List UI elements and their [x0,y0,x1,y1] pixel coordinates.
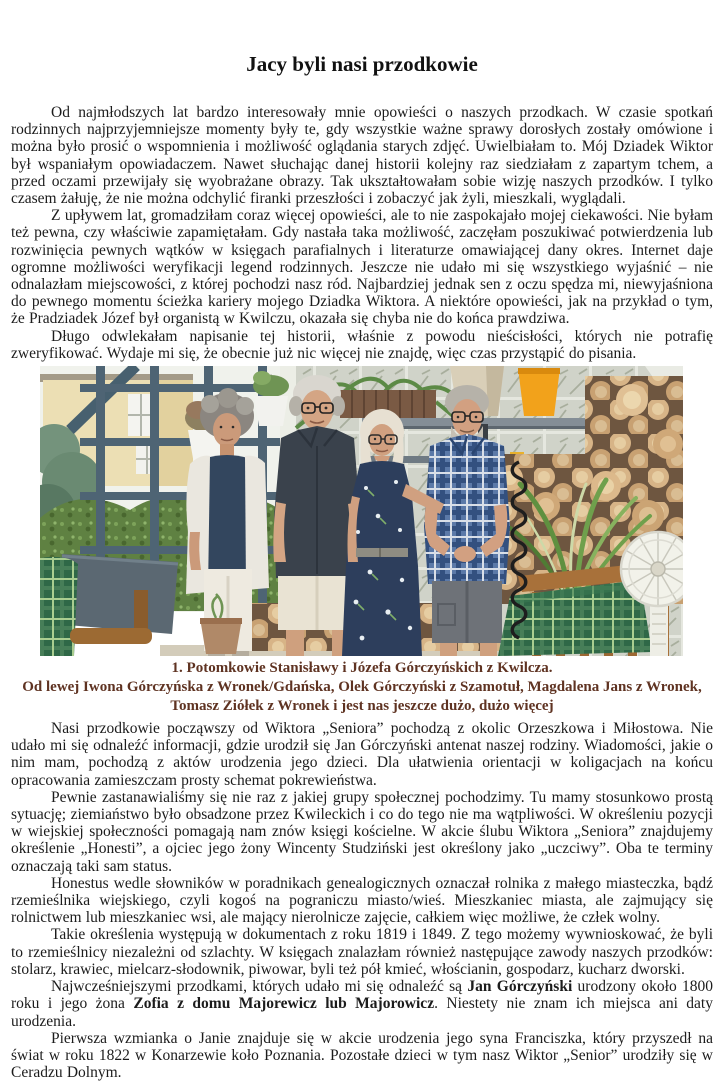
paragraph-6-text: Honestus wedle słowników w poradnikach genealogicznych oznaczał rolnika z małego miasteczka, bądź rzemieślnika wiejskiego, czyli kogoś na pograniczu miasto/wieś. Mieszkaniec miasta, ale zajmujący się rolnictwem lub mieszkaniec wsi, ale mający nierolnicze zajęcie, całkiem więc możliwe, że człek wolny. [11,874,713,927]
paragraph-2 [11,207,713,327]
caption-line-3: Tomasz Ziółek z Wronek i jest nas jeszcze dużo, dużo więcej [170,698,554,715]
paragraph-7-text: Takie określenia występują w dokumentach z roku 1819 i 1849. Z tego możemy wywnioskować, że byli to rzemieślnicy niezależni od szlachty. W księgach znalazłam również następujące zawody naszych przodków: stolarz, krawiec, mielcarz-słodownik, piwowar, byli też pół kmieć, włościanin, gospodarz, kucharz dworski. [11,926,713,978]
paragraph-4-text: Nasi przodkowie począwszy od Wiktora „Seniora” pochodzą z okolic Orzeszkowa i Miłostowa. Nie udało mi się odnaleźć informacji, gdzie urodził się Jan Górczyński antenat naszej rodziny. Wiadomości, jakie o nim mam, pochodzą z aktów urodzenia jego dzieci. Dla ułatwienia orientacji w koligacjach na końcu opracowania zamieszczam prosty schemat pokrewieństwa. [11,720,713,789]
caption-line-1: 1. Potomkowie Stanisławy i Józefa Górczyńskich z Kwilcza. [171,660,553,677]
paragraph-8-bold-name-1: Jan Górczyński [467,978,573,996]
family-photo [40,366,683,656]
caption-line-2: Od lewej Iwona Górczyńska z Wronek/Gdańska, Olek Górczyński z Szamotuł, Magdalena Jans z Wronek, [22,679,702,696]
paragraph-8 [11,978,713,1030]
paragraph-8-text-2: urodzony około 1800 roku i jego żona [11,978,713,1013]
paragraph-1 [11,104,713,207]
page-title: Jacy byli nasi przodkowie [246,52,478,76]
paragraph-1-text: Od najmłodszych lat bardzo interesowały mnie opowieści o naszych przodkach. W czasie spotkań rodzinnych najprzyjemniejsze momenty były te, gdy wszystkie ważne sprawy dorosłych zostały omówione i można było prosić o wspomnienia i możliwość oglądania starych zdjęć. Uwielbiałam to. Mój Dziadek Wiktor był wspaniałym opowiadaczem. Nawet słuchając danej historii kolejny raz siedziałam z zapartym tchem, a przed oczami przewijały się wyobrażane obrazy. Tak ukształtowałam sobie wizję naszych przodków. I tylko czasem żałuję, że nie można odchylić firanki przeszłości i zobaczyć jak żyli, mieszkali, wyglądali. [11,104,713,208]
photo-illustration [40,366,683,656]
paragraph-3 [11,328,713,362]
paragraph-9-text: Pierwsza wzmianka o Janie znajduje się w akcie urodzenia jego syna Franciszka, który przyszedł na świat w roku 1822 w Konarzewie koło Poznania. Pozostałe dzieci w tym nasz Wiktor „Senior” urodziły się w Ceradzu Dolnym. [11,1029,713,1081]
paragraph-7 [11,926,713,978]
photo-caption [11,659,713,716]
paragraph-5-text: Pewnie zastanawialiśmy się nie raz z jakiej grupy społecznej pochodzimy. Tu mamy stosunkowo prostą sytuację; ziemiaństwo było obsadzone przez Kwileckich i co do tego nie ma wątpliwości. W określeniu pozycji w wiejskiej społeczności pomagają nam znów księgi kościelne. W akcie ślubu Wiktora „Seniora” znajdujemy określenie „Honesti”, a ojciec jego żony Wincenty Studziński jest określony jako „uczciwy”. Oba te terminy oznaczają taki sam status. [11,788,713,875]
paragraph-6 [11,875,713,927]
paragraph-8-text-3: . Niestety nie znam ich miejsca ani daty urodzenia. [11,995,713,1030]
article-body [11,104,713,362]
article-body-continued [11,720,713,1081]
paragraph-9 [11,1030,713,1081]
paragraph-2-text: Z upływem lat, gromadziłam coraz więcej opowieści, ale to nie zaspokajało mojej ciekawości. Nie byłam też pewna, czy właściwie zapamiętałam. Gdy nastała taka możliwość, zaczęłam poszukiwać potwierdzenia lub rozwinięcia pewnych wątków w księgach parafialnych i literaturze omawiającej dany okres. Internet daje ogromne możliwości weryfikacji legend rodzinnych. Jeszcze nie udało mi się wszystkiego wyjaśnić – nie odnalazłam miejscowości, z której pochodzi nasz ród. Najbardziej jednak sen z oczu spędza mi, niewyjaśniona do pewnego momentu ścieżka kariery mojego Dziadka Wiktora. A niektóre opowieści, jak na przykład o tym, że Pradziadek Józef był organistą w Kwilczu, okazała się chyba nie do końca prawdziwa. [11,207,713,328]
paragraph-5 [11,789,713,875]
paragraph-8-text-1: Najwcześniejszymi przodkami, których udało mi się odnaleźć są [51,978,468,996]
paragraph-8-bold-name-2: Zofia z domu Majorewicz lub Majorowicz [133,995,435,1013]
paragraph-4 [11,720,713,789]
paragraph-3-text: Długo odwlekałam napisanie tej historii, właśnie z powodu nieścisłości, których nie potrafię zweryfikować. Wydaje mi się, że obecnie już nic więcej nie znajdę, więc czas przystąpić do pisania. [11,327,713,362]
